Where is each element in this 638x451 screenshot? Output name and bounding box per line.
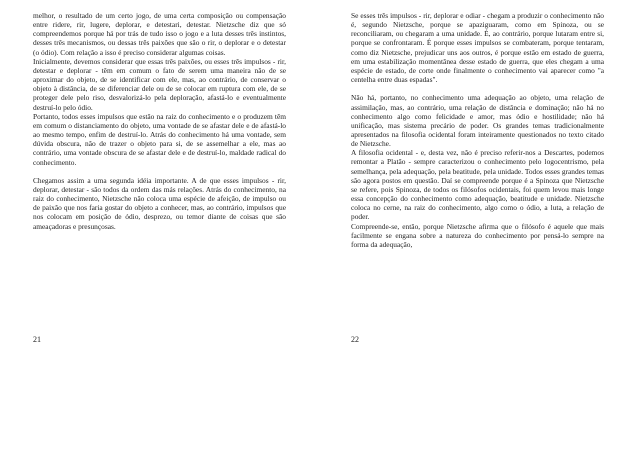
paragraph: Portanto, todos esses impulsos que estão na raiz do conhecimento e o produzem têm em comum o distanciamento do objeto, uma vontade de se afastar dele e de afastá-lo ao mesmo tempo, enfim de destruí-lo. Atrás do conhecimento há uma vontade, sem dúvida obscura, não de trazer o objeto para si, de se assemelhar a ele, mas ao contrário, uma vontade obscura de se afastar dele e de destruí-lo, maldade radical do conhecimento. [33, 111, 286, 167]
paragraph: melhor, o resultado de um certo jogo, de uma certa composição ou compensação entre ridere, rir, lugere, deplorar, e detestari, detestar. Nietzsche diz que só compreendemos porque há por trás de tudo isso o jogo e a luta desses três instintos, desses três mecanismos, ou dessas três paixões que são o rir, o deplorar e o detestar (o ódio). Com relação a isso é preciso considerar algumas coisas. [33, 11, 286, 57]
page-number: 22 [351, 335, 359, 344]
right-page-text [351, 11, 604, 249]
paragraph: Compreende-se, então, porque Nietzsche afirma que o filósofo é aquele que mais facilmente se engana sobre a natureza do conhecimento por pensá-lo sempre na forma da adequação, [351, 221, 604, 249]
paragraph: Se esses três impulsos - rir, deplorar e odiar - chegam a produzir o conhecimento não é, segundo Nietzsche, porque se apaziguaram, como em Spinoza, ou se reconciliaram, ou chegaram a uma unidade. É, ao contrário, porque lutaram entre si, porque se confrontaram. É porque esses impulsos se combateram, porque tentaram, como diz Nietzsche, prejudicar uns aos outros, é porque estão em estado de guerra, em uma estabilização momentânea desse estado de guerra, que eles chegam a uma espécie de estado, de corte onde finalmente o conhecimento vai aparecer como "a centelha entre duas espadas". [351, 11, 604, 85]
page-number: 21 [33, 335, 41, 344]
paragraph: Não há, portanto, no conhecimento uma adequação ao objeto, uma relação de assimilação, mas, ao contrário, uma relação de distância e dominação; não há no conhecimento algo como felicidade e amor, mas ódio e hostilidade; não há unificação, mas sistema precário de poder. Os grandes temas tradicionalmente apresentados na filosofia ocidental foram inteiramente questionados no texto citado de Nietzsche. [351, 93, 604, 149]
left-page-text [33, 11, 286, 231]
right-page [319, 0, 638, 451]
paragraph: Chegamos assim a uma segunda idéia importante. A de que esses impulsos - rir, deplorar, detestar - são todos da ordem das más relações. Atrás do conhecimento, na raiz do conhecimento, Nietzsche não coloca uma espécie de afeição, de impulso ou de paixão que nos faria gostar do objeto a conhecer, mas, ao contrário, impulsos que nos colocam em posição de ódio, desprezo, ou temor diante de coisas que são ameaçadoras e presunçosas. [33, 175, 286, 231]
paragraph: A filosofia ocidental - e, desta vez, não é preciso referir-nos a Descartes, podemos remontar a Platão - sempre caracterizou o conhecimento pelo logocentrismo, pela semelhança, pela adequação, pela beatitude, pela unidade. Todos esses grandes temas são agora postos em questão. Daí se compreende porque é a Spinoza que Nietzsche se refere, pois Spinoza, de todos os filósofos ocidentais, foi quem levou mais longe essa concepção do conhecimento como adequação, beatitude e unidade. Nietzsche coloca no cerne, na raiz do conhecimento, algo como o ódio, a luta, a relação de poder. [351, 148, 604, 222]
paragraph: Inicialmente, devemos considerar que essas três paixões, ou esses três impulsos - rir, detestar e deplorar - têm em comum o fato de serem uma maneira não de se aproximar do objeto, de se identificar com ele, mas, ao contrário, de conservar o objeto à distância, de se diferenciar dele ou de se colocar em ruptura com ele, de se proteger dele pelo riso, desvalorizá-lo pela deploração, afastá-lo e eventualmente destruí-lo pelo ódio. [33, 56, 286, 112]
